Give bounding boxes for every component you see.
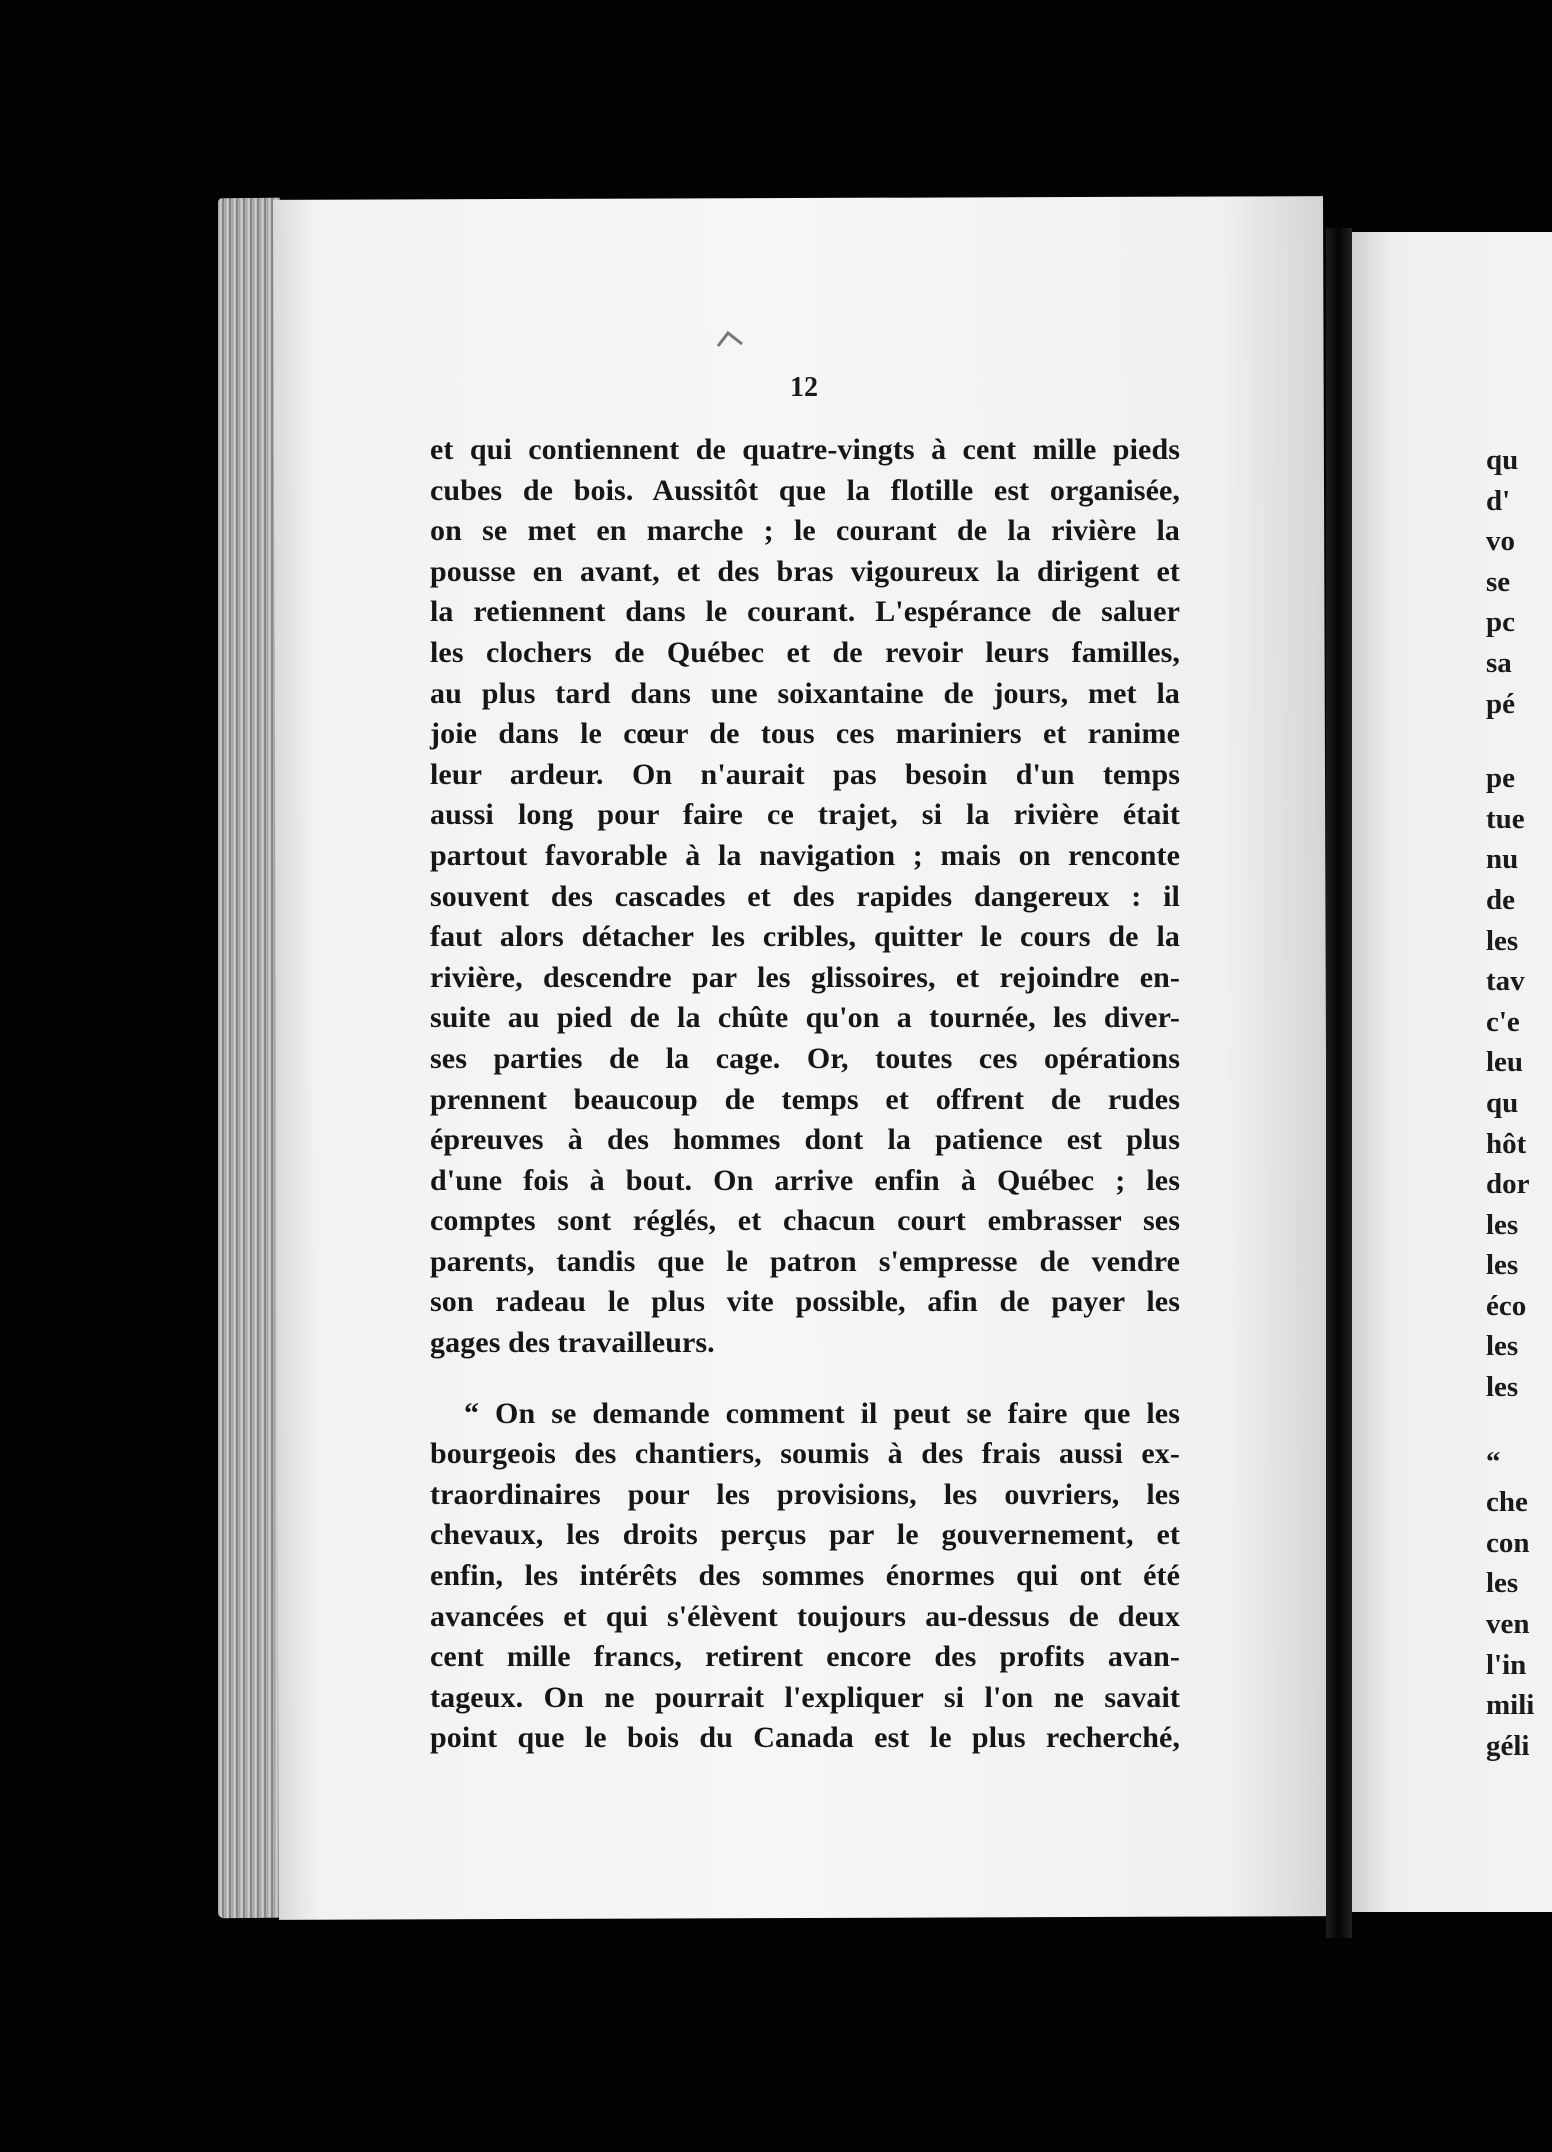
text-line: bourgeois des chantiers, soumis à des frais aussi ex-	[430, 1437, 1180, 1471]
book-gutter	[1326, 228, 1352, 1938]
facing-fragment: pé	[1486, 687, 1515, 720]
paragraph-gap	[430, 1364, 1180, 1394]
facing-fragment: hôt	[1486, 1127, 1527, 1160]
facing-fragments-top	[1486, 440, 1552, 724]
text-line: pousse en avant, et des bras vigoureux la dirigent et	[430, 554, 1180, 588]
facing-fragment: ven	[1486, 1608, 1530, 1641]
text-line: chevaux, les droits perçus par le gouvernement, et	[430, 1518, 1180, 1552]
text-line: rivière, descendre par les glissoires, et rejoindre en-	[430, 960, 1180, 994]
text-line: joie dans le cœur de tous ces mariniers et ranime	[430, 717, 1180, 751]
facing-fragment: les	[1486, 1567, 1519, 1600]
facing-fragment: géli	[1486, 1729, 1530, 1762]
text-line: souvent des cascades et des rapides dangereux : il	[430, 879, 1180, 913]
text-line: faut alors détacher les cribles, quitter le cours de la	[430, 920, 1180, 954]
text-line: ses parties de la cage. Or, toutes ces opérations	[430, 1041, 1180, 1075]
text-line: tageux. On ne pourrait l'expliquer si l'on ne savait	[430, 1680, 1180, 1714]
facing-fragment: nu	[1486, 843, 1519, 876]
facing-fragment: c'e	[1486, 1005, 1520, 1038]
page-body-text	[430, 430, 1180, 1759]
facing-fragment: qu	[1486, 1086, 1519, 1119]
fragment-gap	[1486, 724, 1552, 758]
facing-fragment: qu	[1486, 444, 1519, 476]
text-line: parents, tandis que le patron s'empresse de vendre	[430, 1244, 1180, 1278]
facing-fragment: les	[1486, 1371, 1519, 1404]
facing-fragments-bottom	[1486, 1442, 1552, 1767]
text-line: “ On se demande comment il peut se faire que les	[464, 1396, 1180, 1430]
facing-fragment: les	[1486, 924, 1519, 957]
facing-fragment: éco	[1486, 1289, 1527, 1322]
text-line: comptes sont réglés, et chacun court embrasser ses	[430, 1204, 1180, 1238]
text-line: traordinaires pour les provisions, les ouvriers, les	[430, 1477, 1180, 1511]
facing-fragment: d'	[1486, 484, 1511, 517]
paragraph-2	[430, 1394, 1180, 1759]
text-line: partout favorable à la navigation ; mais on renconte	[430, 838, 1180, 872]
page-number: 12	[790, 372, 818, 403]
facing-fragment: che	[1486, 1486, 1528, 1519]
facing-fragment: con	[1486, 1526, 1530, 1559]
text-line: aussi long pour faire ce trajet, si la rivière était	[430, 798, 1180, 832]
facing-fragment: “	[1486, 1445, 1501, 1478]
facing-fragment: dor	[1486, 1168, 1530, 1201]
facing-fragment: l'in	[1486, 1648, 1527, 1681]
text-line: enfin, les intérêts des sommes énormes qui ont été	[430, 1559, 1180, 1593]
facing-fragment: pc	[1486, 606, 1515, 639]
facing-fragment: les	[1486, 1249, 1519, 1282]
text-line: gages des travailleurs.	[430, 1326, 715, 1360]
book-page-edges	[218, 198, 280, 1919]
facing-fragment: sa	[1486, 646, 1512, 679]
text-line: et qui contiennent de quatre-vingts à cent mille pieds	[430, 433, 1180, 466]
facing-fragment: vo	[1486, 525, 1515, 558]
text-line: cent mille francs, retirent encore des profits avan-	[430, 1640, 1180, 1674]
text-line: suite au pied de la chûte qu'on a tournée, les diver-	[430, 1001, 1180, 1035]
facing-fragment: les	[1486, 1208, 1519, 1241]
text-line: la retiennent dans le courant. L'espérance de saluer	[430, 595, 1180, 629]
text-line: leur ardeur. On n'aurait pas besoin d'un temps	[430, 757, 1180, 791]
text-line: cubes de bois. Aussitôt que la flotille est organisée,	[430, 473, 1180, 507]
facing-fragment: mili	[1486, 1689, 1535, 1722]
facing-fragment: tav	[1486, 965, 1525, 998]
facing-fragments-middle	[1486, 758, 1552, 1408]
text-line: d'une fois à bout. On arrive enfin à Québec ; les	[430, 1163, 1180, 1197]
facing-fragment: pe	[1486, 762, 1515, 795]
text-line: épreuves à des hommes dont la patience est plus	[430, 1123, 1180, 1157]
text-line: point que le bois du Canada est le plus recherché,	[430, 1721, 1180, 1755]
facing-fragment: de	[1486, 883, 1515, 916]
facing-fragment: les	[1486, 1330, 1519, 1363]
fragment-gap	[1486, 1408, 1552, 1442]
facing-page-text-fragments	[1486, 440, 1552, 1766]
text-line: avancées et qui s'élèvent toujours au-dessus de deux	[430, 1599, 1180, 1633]
facing-fragment: se	[1486, 565, 1511, 598]
text-line: les clochers de Québec et de revoir leurs familles,	[430, 635, 1180, 669]
caret-mark-icon	[716, 330, 744, 348]
facing-fragment: tue	[1486, 802, 1525, 835]
text-line: prennent beaucoup de temps et offrent de rudes	[430, 1082, 1180, 1116]
paragraph-1	[430, 430, 1180, 1364]
facing-fragment: leu	[1486, 1046, 1524, 1079]
text-line: son radeau le plus vite possible, afin de payer les	[430, 1285, 1180, 1319]
text-line: au plus tard dans une soixantaine de jours, met la	[430, 676, 1180, 710]
text-line: on se met en marche ; le courant de la rivière la	[430, 514, 1180, 548]
